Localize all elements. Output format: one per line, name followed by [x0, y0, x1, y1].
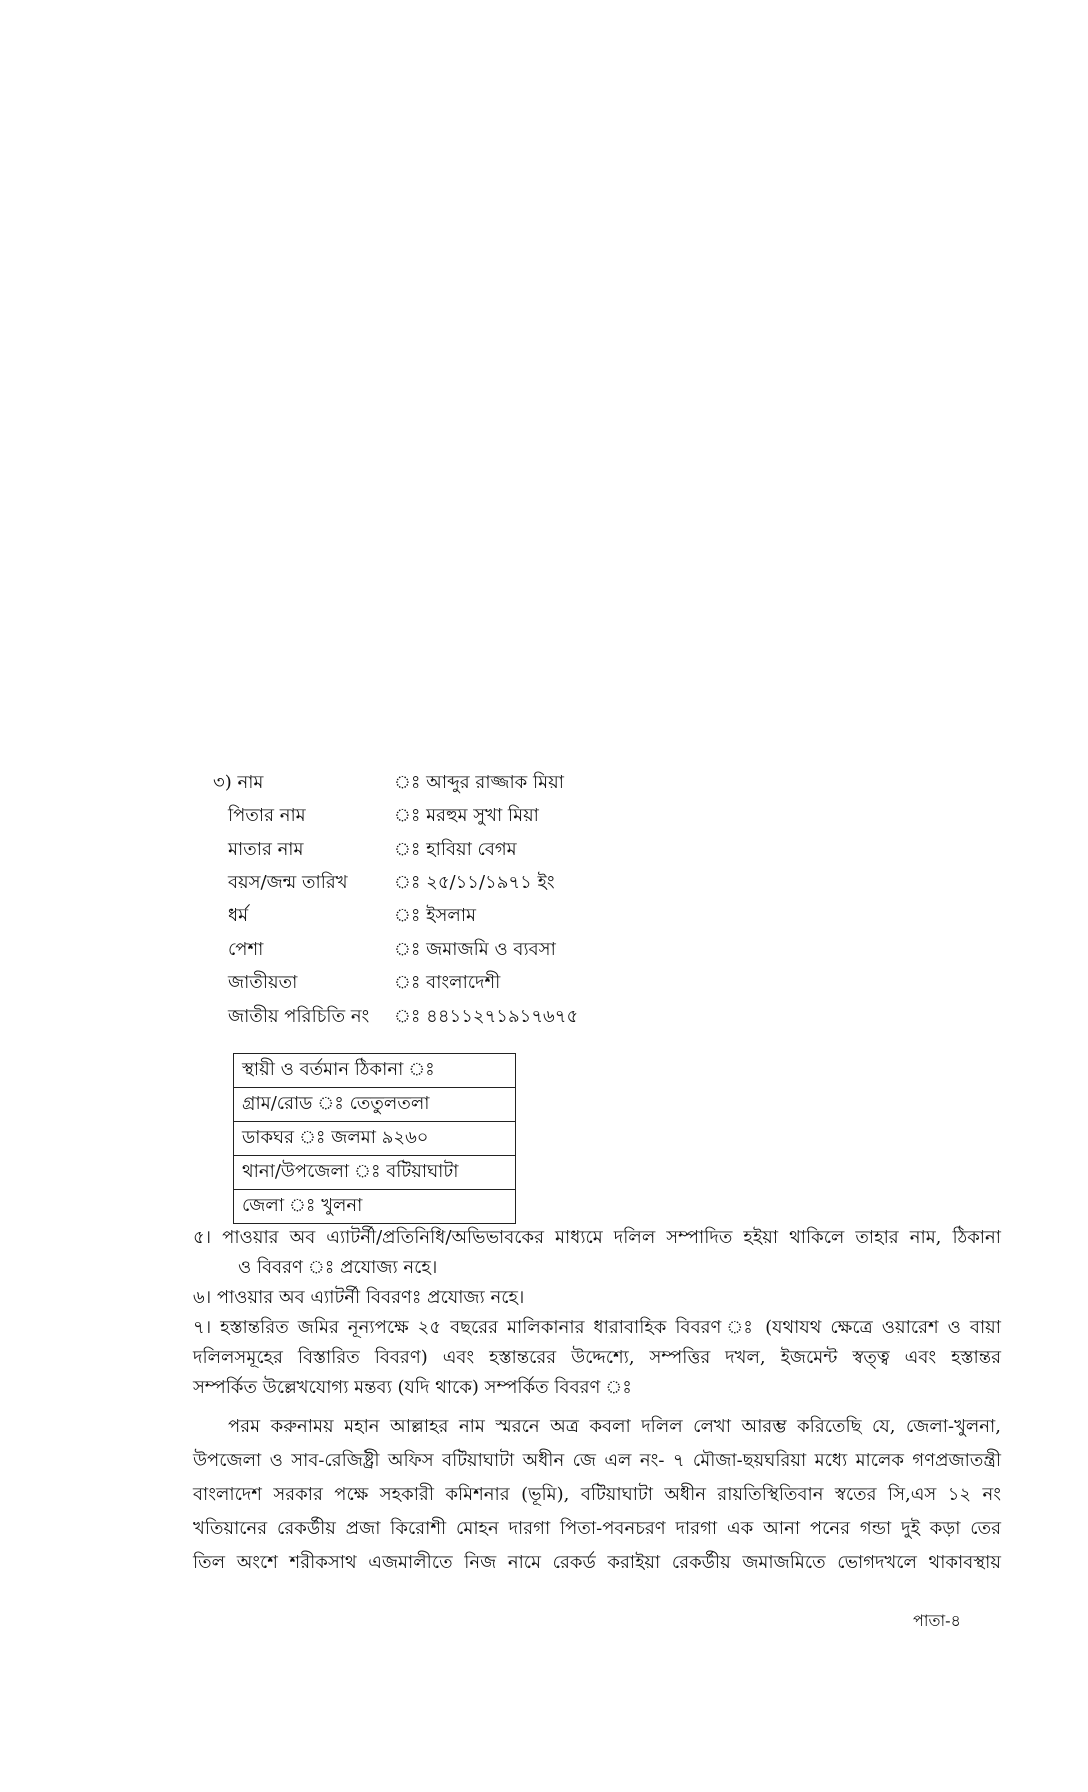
- address-table: [233, 1053, 516, 1224]
- address-thana: থানা/উপজেলা ঃ বটিয়াঘাটা: [234, 1156, 516, 1190]
- item-5-line-2: ও বিবরণ ঃ প্রযোজ্য নহে।: [238, 1257, 438, 1278]
- address-village: গ্রাম/রোড ঃ তেতুলতলা: [234, 1088, 516, 1122]
- religion-value: ঃ ইসলাম: [394, 905, 477, 926]
- address-heading: স্থায়ী ও বর্তমান ঠিকানা ঃ: [234, 1054, 516, 1088]
- address-row: [234, 1122, 516, 1156]
- occupation-label: পেশা: [228, 939, 264, 960]
- nid-value: ঃ ৪৪১১২৭১৯১৭৬৭৫: [394, 1006, 579, 1027]
- body-line-5: তিল অংশে শরীকসাথ এজমালীতে নিজ নামে রেকর্ড করাইয়া রেকর্ডীয় জমাজমিতে ভোগদখলে থাকাবস্থায়: [193, 1552, 1001, 1573]
- address-post-office: ডাকঘর ঃ জলমা ৯২৬০: [234, 1122, 516, 1156]
- person-number-label: ৩) নাম: [213, 772, 264, 793]
- birthdate-value: ঃ ২৫/১১/১৯৭১ ইং: [394, 872, 555, 893]
- birthdate-label: বয়স/জন্ম তারিখ: [228, 872, 348, 893]
- item-7-line-3: সম্পর্কিত উল্লেখযোগ্য মন্তব্য (যদি থাকে) সম্পর্কিত বিবরণ ঃ: [193, 1377, 632, 1398]
- nationality-label: জাতীয়তা: [228, 972, 298, 993]
- mother-name-label: মাতার নাম: [228, 839, 304, 860]
- body-line-3: বাংলাদেশ সরকার পক্ষে সহকারী কমিশনার (ভূমি), বটিয়াঘাটা অধীন রায়তিস্থিতিবান স্বতের সি,এস ১২ নং: [193, 1484, 1001, 1505]
- person-name-value: ঃ আব্দুর রাজ্জাক মিয়া: [394, 772, 564, 793]
- body-line-4: খতিয়ানের রেকর্ডীয় প্রজা কিরোশী মোহন দারগা পিতা-পবনচরণ দারগা এক আনা পনের গন্ডা দুই কড়া তের: [193, 1518, 1001, 1539]
- body-line-2: উপজেলা ও সাব-রেজিষ্ট্রী অফিস বটিয়াঘাটা অধীন জে এল নং- ৭ মৌজা-ছয়ঘরিয়া মধ্যে মালেক গণপ্রজাতন্ত্রী: [193, 1450, 1001, 1471]
- address-row: [234, 1156, 516, 1190]
- item-7-line-2: দলিলসমূহের বিস্তারিত বিবরণ) এবং হস্তান্তরের উদ্দেশ্যে, সম্পত্তির দখল, ইজমেন্ট স্বত্ত্ব এবং হস্তান্তর: [193, 1347, 1001, 1368]
- father-name-label: পিতার নাম: [228, 805, 306, 826]
- address-row: [234, 1190, 516, 1224]
- religion-label: ধর্ম: [228, 905, 249, 926]
- page-number: পাতা-৪: [913, 1611, 961, 1630]
- nationality-value: ঃ বাংলাদেশী: [394, 972, 501, 993]
- body-line-1: পরম করুনাময় মহান আল্লাহর নাম স্মরনে অত্র কবলা দলিল লেখা আরম্ভ করিতেছি যে, জেলা-খুলনা,: [228, 1416, 1001, 1437]
- address-row: [234, 1054, 516, 1088]
- item-6: ৬। পাওয়ার অব এ্যাটর্নী বিবরণঃ প্রযোজ্য নহে।: [193, 1287, 525, 1308]
- item-5-line-1: ৫। পাওয়ার অব এ্যাটর্নী/প্রতিনিধি/অভিভাবকের মাধ্যমে দলিল সম্পাদিত হইয়া থাকিলে তাহার নাম, ঠিকানা: [193, 1227, 1001, 1248]
- mother-name-value: ঃ হাবিয়া বেগম: [394, 839, 517, 860]
- item-7-line-1: ৭। হস্তান্তরিত জমির নূন্যপক্ষে ২৫ বছরের মালিকানার ধারাবাহিক বিবরণ ঃ (যথাযথ ক্ষেত্রে ওয়ারেশ ও বায়া: [193, 1317, 1001, 1338]
- nid-label: জাতীয় পরিচিতি নং: [228, 1006, 370, 1027]
- father-name-value: ঃ মরহুম সুখা মিয়া: [394, 805, 539, 826]
- address-row: [234, 1088, 516, 1122]
- occupation-value: ঃ জমাজমি ও ব্যবসা: [394, 939, 556, 960]
- address-district: জেলা ঃ খুলনা: [234, 1190, 516, 1224]
